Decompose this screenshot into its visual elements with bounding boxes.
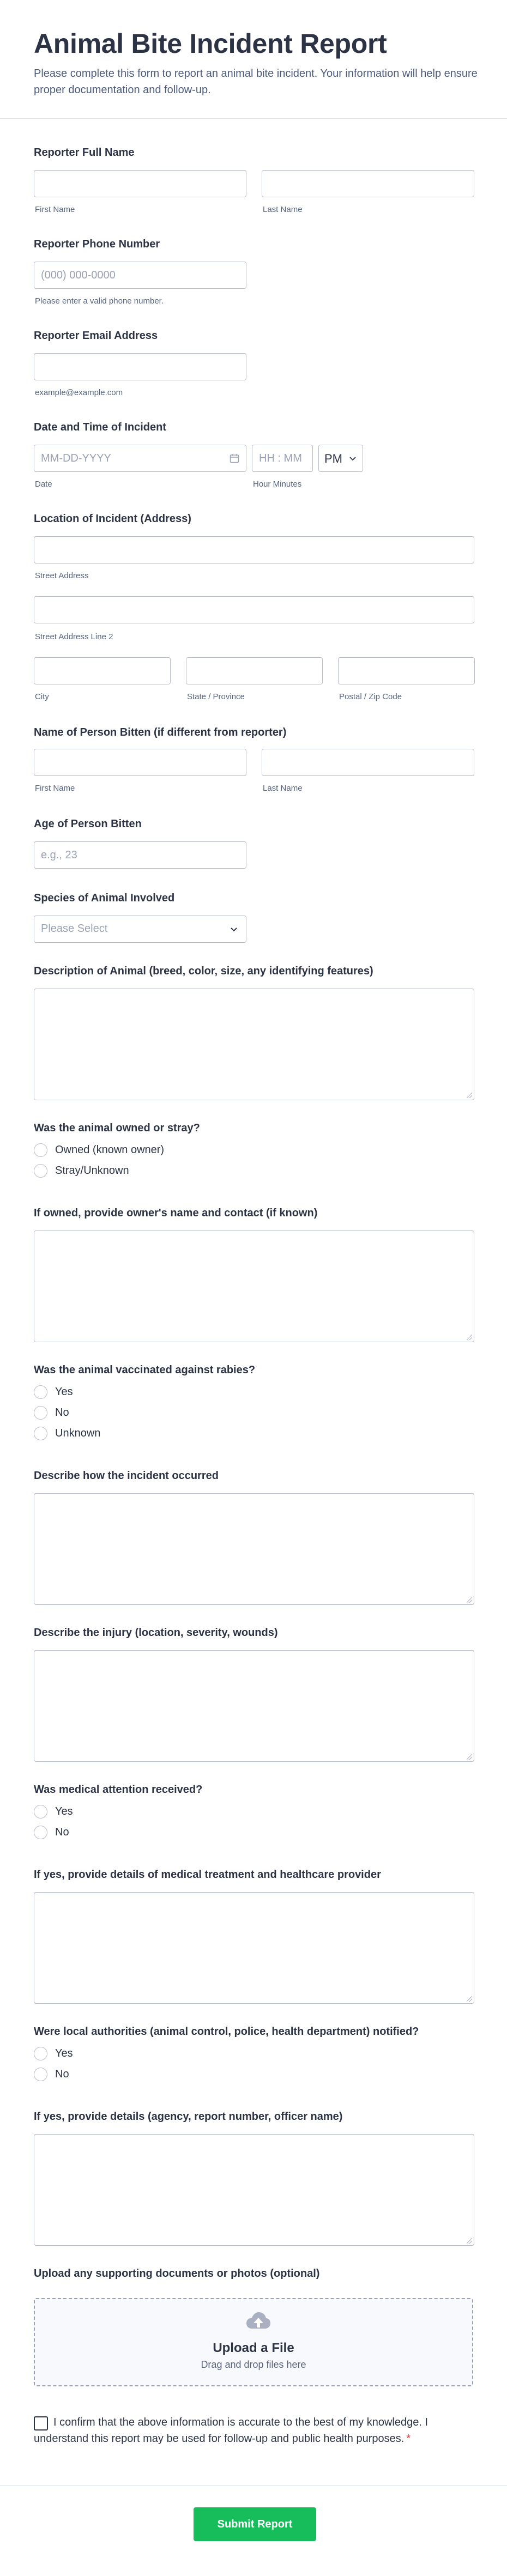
radio-option-no[interactable]	[34, 1826, 69, 1839]
street-address-input[interactable]	[34, 536, 474, 563]
species-selected-value: Please Select	[41, 923, 108, 935]
injury-description-textarea[interactable]	[34, 1650, 474, 1762]
bitten-age-field	[34, 817, 473, 831]
street-address-sublabel: Street Address	[35, 571, 89, 580]
page-title: Animal Bite Incident Report	[34, 28, 387, 59]
reporter-first-name-input[interactable]	[34, 170, 246, 197]
calendar-icon[interactable]	[230, 453, 239, 463]
owned-or-stray-label: Was the animal owned or stray?	[34, 1122, 200, 1134]
incident-datetime-field	[34, 421, 473, 434]
reporter-phone-field	[34, 238, 473, 251]
radio-option-owned[interactable]	[34, 1143, 164, 1157]
radio-option-stray[interactable]	[34, 1164, 129, 1178]
bitten-name-field	[34, 726, 473, 739]
species-select[interactable]	[34, 916, 246, 943]
location-field	[34, 512, 473, 525]
reporter-phone-input[interactable]: (000) 000-0000	[34, 262, 246, 289]
form-footer	[0, 2485, 507, 2576]
authority-details-textarea[interactable]	[34, 2134, 474, 2246]
bitten-age-label: Age of Person Bitten	[34, 818, 142, 830]
incident-description-field	[34, 1469, 473, 1482]
city-input[interactable]	[34, 657, 171, 684]
bitten-last-name-input[interactable]	[262, 749, 474, 776]
radio-option-unknown[interactable]	[34, 1427, 100, 1440]
required-asterisk: *	[406, 2433, 411, 2445]
reporter-email-field	[34, 329, 473, 342]
reporter-email-label: Reporter Email Address	[34, 330, 158, 342]
radio-circle[interactable]	[34, 2047, 47, 2060]
radio-circle[interactable]	[34, 1826, 47, 1839]
chevron-down-icon	[348, 454, 357, 463]
radio-circle[interactable]	[34, 1164, 47, 1178]
animal-description-label: Description of Animal (breed, color, size, any identifying features)	[34, 965, 373, 977]
medical-details-textarea[interactable]	[34, 1892, 474, 2004]
page-description: Please complete this form to report an animal bite incident. Your information will help ensure proper documentation and follow-up.	[34, 68, 478, 96]
incident-description-label: Describe how the incident occurred	[34, 1470, 219, 1482]
authorities-notified-label: Were local authorities (animal control, police, health department) notified?	[34, 2026, 419, 2038]
radio-label: No	[55, 1826, 69, 1838]
radio-option-yes[interactable]	[34, 2047, 73, 2060]
cloud-upload-icon	[246, 2311, 271, 2333]
state-input[interactable]	[186, 657, 323, 684]
species-field	[34, 892, 473, 905]
reporter-email-input[interactable]	[34, 353, 246, 380]
medical-details-field	[34, 1868, 473, 1881]
state-sublabel: State / Province	[187, 692, 245, 701]
ampm-value: PM	[324, 452, 342, 465]
radio-circle[interactable]	[34, 1406, 47, 1420]
confirm-checkbox[interactable]	[34, 2416, 48, 2430]
medical-attention-label: Was medical attention received?	[34, 1784, 203, 1796]
email-sublabel: example@example.com	[35, 388, 123, 397]
date-placeholder: MM-DD-YYYY	[41, 452, 111, 464]
radio-option-no[interactable]	[34, 2068, 69, 2081]
confirm-text-wrapper	[34, 2414, 475, 2447]
owner-contact-textarea[interactable]	[34, 1231, 474, 1342]
radio-circle[interactable]	[34, 1143, 47, 1157]
city-sublabel: City	[35, 692, 49, 701]
last-name-sublabel: Last Name	[263, 205, 303, 214]
first-name-sublabel: First Name	[35, 205, 75, 214]
radio-circle[interactable]	[34, 1385, 47, 1399]
injury-description-label: Describe the injury (location, severity, wounds)	[34, 1627, 278, 1639]
reporter-name-label: Reporter Full Name	[34, 147, 135, 159]
bitten-age-input[interactable]: e.g., 23	[34, 841, 246, 869]
radio-label: Yes	[55, 2047, 73, 2059]
animal-description-textarea[interactable]	[34, 989, 474, 1100]
vaccinated-label: Was the animal vaccinated against rabies?	[34, 1364, 256, 1376]
incident-time-input[interactable]: HH : MM	[252, 445, 313, 472]
owner-contact-label: If owned, provide owner's name and contact (if known)	[34, 1207, 318, 1219]
authority-details-label: If yes, provide details (agency, report number, officer name)	[34, 2111, 343, 2123]
owner-contact-field	[34, 1207, 473, 1220]
phone-sublabel: Please enter a valid phone number.	[35, 296, 164, 306]
radio-circle[interactable]	[34, 1805, 47, 1819]
upload-field	[34, 2267, 473, 2280]
vaccinated-field	[34, 1363, 473, 1377]
incident-description-textarea[interactable]	[34, 1493, 474, 1605]
zip-input[interactable]	[338, 657, 475, 684]
submit-button[interactable]: Submit Report	[194, 2507, 316, 2541]
incident-datetime-label: Date and Time of Incident	[34, 421, 166, 433]
bitten-name-label: Name of Person Bitten (if different from reporter)	[34, 726, 287, 738]
bitten-first-name-input[interactable]	[34, 749, 246, 776]
street-address-2-input[interactable]	[34, 596, 474, 623]
location-label: Location of Incident (Address)	[34, 513, 191, 525]
radio-option-no[interactable]	[34, 1406, 69, 1420]
radio-label: Stray/Unknown	[55, 1165, 129, 1177]
animal-description-field	[34, 965, 473, 978]
radio-label: Owned (known owner)	[55, 1144, 165, 1156]
reporter-name-field	[34, 146, 473, 159]
authority-details-field	[34, 2110, 473, 2123]
radio-label: Unknown	[55, 1427, 101, 1439]
upload-title: Upload a File	[213, 2341, 294, 2355]
reporter-last-name-input[interactable]	[262, 170, 474, 197]
bitten-last-name-sublabel: Last Name	[263, 784, 303, 793]
species-label: Species of Animal Involved	[34, 892, 175, 904]
owned-or-stray-field	[34, 1122, 473, 1135]
injury-description-field	[34, 1626, 473, 1639]
upload-dropzone[interactable]	[34, 2298, 473, 2386]
medical-details-label: If yes, provide details of medical treatment and healthcare provider	[34, 1869, 381, 1881]
radio-label: Yes	[55, 1805, 73, 1817]
ampm-select[interactable]	[318, 445, 363, 472]
radio-label: No	[55, 1407, 69, 1419]
radio-option-yes[interactable]	[34, 1805, 73, 1819]
street-address-2-sublabel: Street Address Line 2	[35, 632, 113, 641]
form-header	[0, 0, 507, 119]
radio-option-yes[interactable]	[34, 1385, 73, 1399]
radio-circle[interactable]	[34, 1427, 47, 1440]
date-sublabel: Date	[35, 480, 52, 489]
radio-label: Yes	[55, 1386, 73, 1398]
upload-hint: Drag and drop files here	[201, 2359, 306, 2370]
radio-circle[interactable]	[34, 2068, 47, 2081]
time-sublabel: Hour Minutes	[253, 480, 302, 489]
medical-attention-field	[34, 1783, 473, 1796]
confirm-text: I confirm that the above information is accurate to the best of my knowledge. I understand this report may be used for follow-up and public health purposes.	[34, 2416, 428, 2445]
bitten-first-name-sublabel: First Name	[35, 784, 75, 793]
authorities-notified-field	[34, 2025, 473, 2038]
reporter-phone-label: Reporter Phone Number	[34, 238, 160, 250]
upload-label: Upload any supporting documents or photos (optional)	[34, 2268, 320, 2280]
zip-sublabel: Postal / Zip Code	[339, 692, 402, 701]
radio-label: No	[55, 2068, 69, 2080]
incident-date-input[interactable]	[34, 445, 246, 472]
confirm-row	[34, 2414, 475, 2447]
chevron-down-icon	[228, 924, 239, 935]
